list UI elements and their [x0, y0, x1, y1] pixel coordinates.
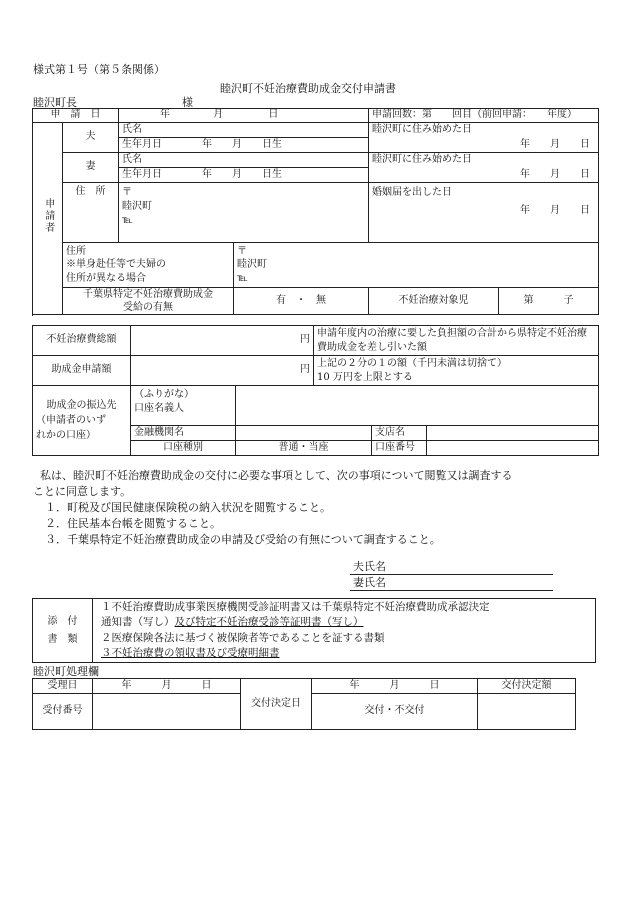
target-child-label: 不妊治療対象児 [369, 288, 499, 315]
attachments-list: １不妊治療費助成事業医療機関受診証明書又は千葉県特定不妊治療費助成承認決定 通知書（写し）及び特定不妊治療受診等証明書（写し） ２医療保険各法に基づく被保険者等であることを証する書類 ３不妊治療費の領収書及び受療明細書 [93, 599, 596, 663]
total-cost-field[interactable]: 円 [131, 326, 314, 356]
applicant-label: 申請者 [33, 123, 63, 315]
account-type-label: 口座種別 [131, 441, 236, 456]
husband-signature-label: 夫氏名 [353, 560, 386, 573]
total-cost-label: 不妊治療費総額 [33, 326, 131, 356]
decision-amount-label: 交付決定額 [478, 679, 576, 694]
consent-line-1: 私は、睦沢町不妊治療費助成金の交付に必要な事項として、次の事項について閲覧又は調査する [40, 469, 513, 482]
total-cost-note: 申請年度内の治療に要した負担額の合計から県特定不妊治療費助成金を差し引いた額 [314, 326, 599, 356]
alt-address-label: 住所 ※単身赴任等で夫婦の 住所が異なる場合 [63, 243, 234, 288]
attachments-table [32, 598, 596, 663]
husband-birth-field[interactable]: 生年月日 年 月 日生 [119, 138, 369, 153]
grant-amount-note: 上記の２分の１の額（千円未満は切捨て） 10 万円を上限とする [314, 356, 599, 386]
attachments-label: 添 付 書 類 [33, 599, 93, 663]
institution-label: 金融機関名 [131, 426, 236, 441]
received-date-field[interactable]: 年 月 日 [93, 679, 241, 694]
wife-residence-label: 睦沢町に住み始めた日 [369, 153, 599, 168]
wife-label: 妻 [63, 153, 119, 183]
decision-date-field[interactable]: 年 月 日 [312, 679, 478, 694]
consent-line-2: ことに同意します。 [33, 485, 132, 498]
decision-date-label: 交付決定日 [241, 679, 312, 730]
husband-signature-line[interactable] [350, 574, 553, 575]
decision-choice-field[interactable]: 交付・不交付 [312, 694, 478, 730]
application-table [32, 108, 599, 315]
institution-field[interactable] [236, 426, 372, 441]
chiba-grant-choice[interactable]: 有 ・ 無 [234, 288, 369, 315]
decision-amount-field[interactable] [478, 694, 576, 730]
addressee: 睦沢町長 [33, 96, 77, 109]
marriage-date-field[interactable]: 婚姻届を出した日 年 月 日 [369, 183, 599, 243]
account-number-field[interactable] [427, 441, 599, 456]
account-holder-label: （ふりがな） 口座名義人 [131, 386, 236, 426]
account-type-field[interactable]: 普通・当座 [236, 441, 372, 456]
husband-name-field[interactable]: 氏名 [119, 123, 369, 138]
application-date-label: 申 請 日 [33, 109, 119, 123]
account-number-label: 口座番号 [372, 441, 427, 456]
address-label: 住 所 [63, 183, 119, 243]
office-use-table [32, 678, 576, 730]
grant-amount-field[interactable]: 円 [131, 356, 314, 386]
grant-amount-label: 助成金申請額 [33, 356, 131, 386]
honorific: 様 [182, 96, 193, 109]
branch-label: 支店名 [372, 426, 427, 441]
wife-signature-label: 妻氏名 [353, 576, 386, 589]
application-count-field[interactable]: 申請回数：第 回目（前回申請： 年度） [369, 109, 599, 123]
target-child-field[interactable]: 第 子 [499, 288, 599, 315]
wife-name-field[interactable]: 氏名 [119, 153, 369, 168]
wife-residence-date[interactable]: 年 月 日 [369, 168, 599, 183]
wife-signature-line[interactable] [350, 590, 553, 591]
receipt-number-field[interactable] [93, 694, 241, 730]
receipt-number-label: 受付番号 [33, 694, 93, 730]
consent-item-2: ２．住民基本台帳を閲覧すること。 [45, 517, 221, 530]
page-title: 睦沢町不妊治療費助成金交付申請書 [220, 82, 396, 95]
form-number: 様式第１号（第５条関係） [33, 63, 165, 76]
husband-residence-date[interactable]: 年 月 日 [369, 138, 599, 153]
account-holder-field[interactable] [236, 386, 599, 426]
husband-residence-label: 睦沢町に住み始めた日 [369, 123, 599, 138]
received-date-label: 受理日 [33, 679, 93, 694]
chiba-grant-label: 千葉県特定不妊治療費助成金 受給の有無 [63, 288, 234, 315]
application-date-field[interactable]: 年 月 日 [119, 109, 369, 123]
office-use-title: 睦沢町処理欄 [33, 665, 99, 678]
consent-item-3: ３．千葉県特定不妊治療費助成金の申請及び受給の有無について調査すること。 [45, 533, 441, 546]
wife-birth-field[interactable]: 生年月日 年 月 日生 [119, 168, 369, 183]
branch-field[interactable] [427, 426, 599, 441]
consent-item-1: １．町税及び国民健康保険税の納入状況を閲覧すること。 [45, 501, 331, 514]
alt-address-field[interactable]: 〒 睦沢町 ℡ [234, 243, 599, 288]
bank-label: 助成金の振込先 （申請者のいず れかの口座） [33, 386, 131, 456]
husband-label: 夫 [63, 123, 119, 153]
address-field[interactable]: 〒 睦沢町 ℡ [119, 183, 369, 243]
amount-table [32, 325, 599, 456]
